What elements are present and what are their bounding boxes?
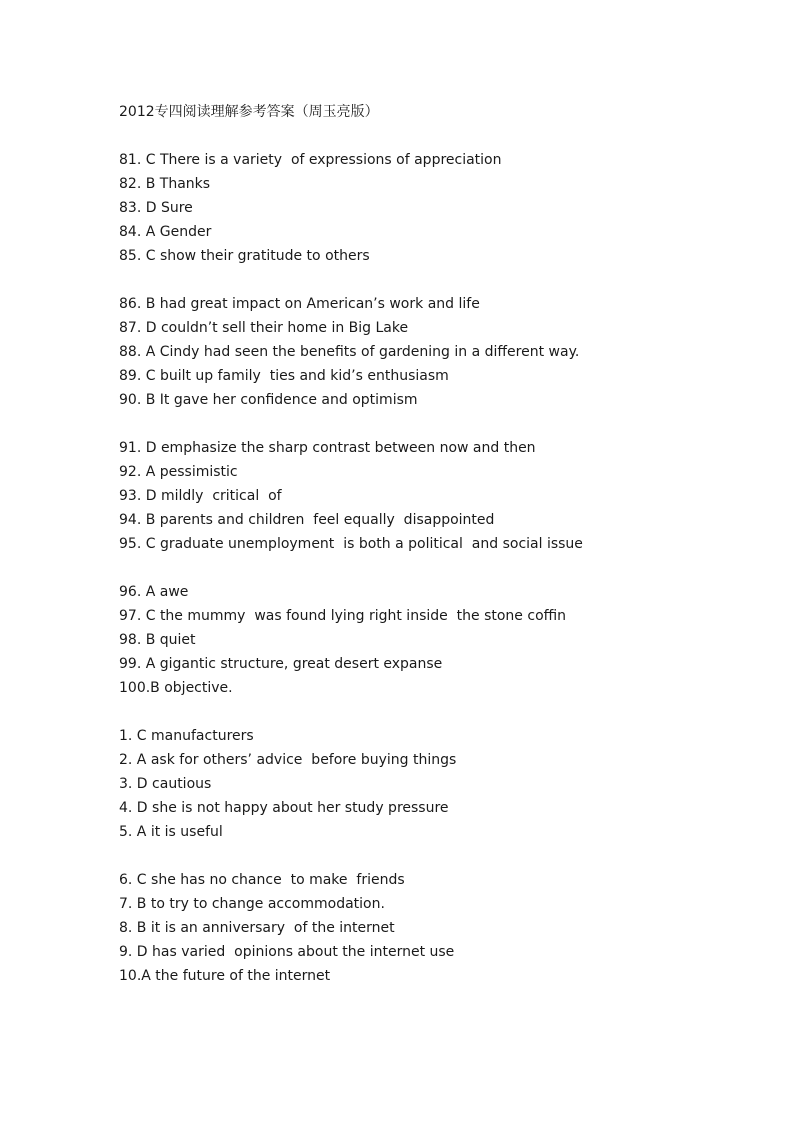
answer-line: 8. B it is an anniversary of the internet [119,920,395,936]
answer-line: 97. C the mummy was found lying right inside the stone coffin [119,608,567,624]
answer-line: 88. A Cindy had seen the benefits of gardening in a different way. [119,344,580,360]
answer-line: 89. C built up family ties and kid’s enthusiasm [119,368,449,384]
answer-line: 94. B parents and children feel equally disappointed [119,512,495,528]
document-title: 2012专四阅读理解参考答案（周玉亮版） [119,104,379,120]
answer-line: 3. D cautious [119,776,212,792]
answer-line: 81. C There is a variety of expressions of appreciation [119,152,502,168]
answer-line: 5. A it is useful [119,824,223,840]
answer-line: 100.B objective. [119,680,233,696]
answer-group [119,436,759,556]
answer-group [119,292,759,412]
answer-line: 1. C manufacturers [119,728,254,744]
answer-line: 7. B to try to change accommodation. [119,896,385,912]
answer-line: 95. C graduate unemployment is both a political and social issue [119,536,583,552]
answer-line: 6. C she has no chance to make friends [119,872,405,888]
answer-line: 86. B had great impact on American’s work and life [119,296,480,312]
answer-line: 83. D Sure [119,200,193,216]
answer-group [119,148,759,268]
answer-line: 98. B quiet [119,632,196,648]
answer-line: 84. A Gender [119,224,212,240]
answer-group [119,868,759,988]
answer-line: 85. C show their gratitude to others [119,248,370,264]
answer-line: 99. A gigantic structure, great desert expanse [119,656,443,672]
answer-line: 82. B Thanks [119,176,211,192]
answer-line: 96. A awe [119,584,189,600]
answer-line: 9. D has varied opinions about the internet use [119,944,455,960]
answer-line: 2. A ask for others’ advice before buying things [119,752,457,768]
answer-line: 92. A pessimistic [119,464,238,480]
answer-group [119,724,759,844]
answer-line: 90. B It gave her confidence and optimism [119,392,418,408]
answer-line: 10.A the future of the internet [119,968,331,984]
document-page [119,100,759,1012]
answer-line: 93. D mildly critical of [119,488,282,504]
answer-group [119,580,759,700]
answer-line: 87. D couldn’t sell their home in Big Lake [119,320,409,336]
answer-line: 91. D emphasize the sharp contrast between now and then [119,440,536,456]
answer-line: 4. D she is not happy about her study pressure [119,800,449,816]
